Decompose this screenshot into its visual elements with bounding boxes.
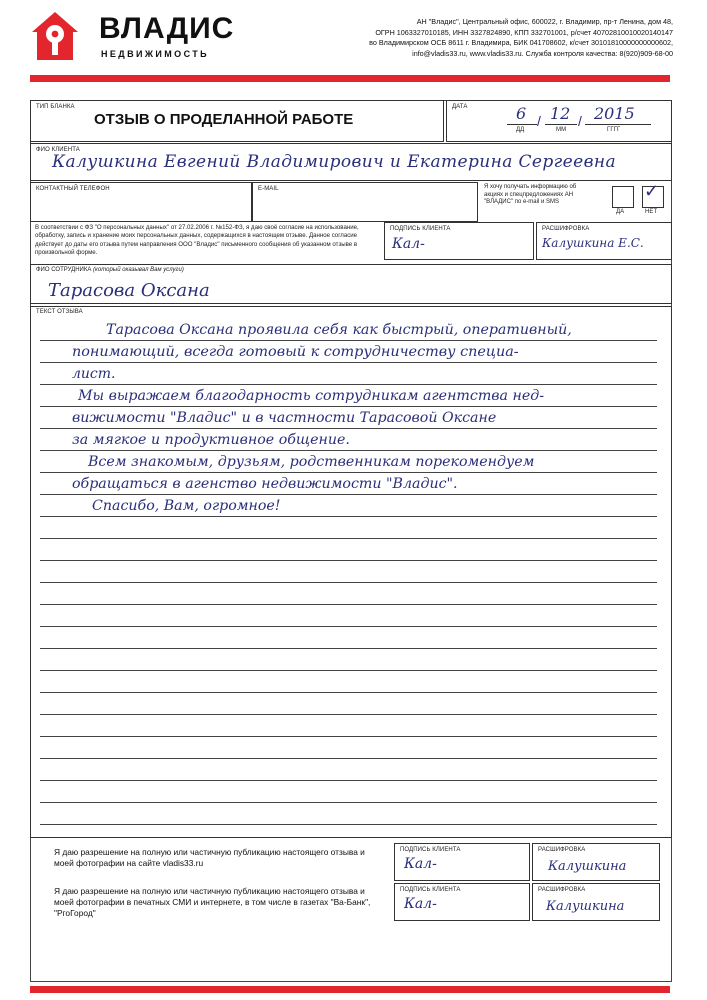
review-line: понимающий, всегда готовый к сотрудничеству специа- xyxy=(72,344,519,360)
review-rule xyxy=(40,692,657,693)
permission-press-decode-label: РАСШИФРОВКА xyxy=(538,887,586,893)
review-rule xyxy=(40,648,657,649)
date-line-month xyxy=(545,124,577,125)
decode-label: РАСШИФРОВКА xyxy=(542,226,590,232)
employee-name: Тарасова Оксана xyxy=(48,280,210,301)
footer-red-bar xyxy=(30,986,670,993)
review-rule xyxy=(40,714,657,715)
company-info-line: info@vladis33.ru, www.vladis33.ru. Служба контроля качества: 8(920)909-68-00 xyxy=(412,48,673,58)
date-sep-2: / xyxy=(578,113,582,129)
logo-house-icon xyxy=(30,10,80,62)
date-sep-1: / xyxy=(537,113,541,129)
review-rule xyxy=(40,362,657,363)
review-rule xyxy=(40,406,657,407)
date-day: 6 xyxy=(516,104,527,123)
review-rule xyxy=(40,670,657,671)
review-rule xyxy=(40,780,657,781)
review-rule xyxy=(40,802,657,803)
sign-label: ПОДПИСЬ КЛИЕНТА xyxy=(390,226,451,232)
review-rule xyxy=(40,626,657,627)
company-info xyxy=(273,17,673,59)
review-line: лист. xyxy=(72,366,116,382)
phone-label: КОНТАКТНЫЙ ТЕЛЕФОН xyxy=(36,186,110,192)
promo-text: Я хочу получать информацию об акциях и спецпредложениях АН "ВЛАДИС" по e-mail и SMS xyxy=(484,184,577,205)
review-line: за мягкое и продуктивное общение. xyxy=(72,432,350,448)
permission-press-text: Я даю разрешение на полную или частичную публикацию настоящего отзыва и моей фотографии в печатных СМИ и интернете, в том числе в газетах "Ва-Банк", "РгоГород" xyxy=(54,886,371,918)
date-year: 2015 xyxy=(594,104,635,123)
review-rule xyxy=(40,516,657,517)
review-line: Тарасова Оксана проявила себя как быстрый, оперативный, xyxy=(106,322,572,338)
review-line: вижимости "Владис" и в частности Тарасовой Оксане xyxy=(72,410,497,426)
client-name: Калушкина Евгений Владимирович и Екатерина Сергеевна xyxy=(52,152,617,172)
review-rule xyxy=(40,472,657,473)
review-rule xyxy=(40,384,657,385)
review-rule xyxy=(40,824,657,825)
permission-site-decode-value: Калушкина xyxy=(548,859,627,874)
review-line: Спасибо, Вам, огромное! xyxy=(92,498,281,514)
permission-site-sign-label: ПОДПИСЬ КЛИЕНТА xyxy=(400,847,461,853)
type-label: ТИП БЛАНКА xyxy=(36,104,75,110)
brand-name: ВЛАДИС xyxy=(99,12,235,45)
employee-label-main: ФИО СОТРУДНИКА xyxy=(36,267,92,273)
company-info-line: во Владимирском ОСБ 8611 г. Владимира, БИК 041708602, к/счет 30101810000000000602, xyxy=(369,38,673,47)
promo-yes-checkbox xyxy=(612,186,634,208)
review-rule xyxy=(40,494,657,495)
company-info-line: ОГРН 1063327010185, ИНН 3327824890, КПП 332701001, р/счет 40702810010020140147 xyxy=(375,27,673,37)
email-box xyxy=(252,182,478,222)
review-rule xyxy=(40,604,657,605)
permission-site-signature: Кал- xyxy=(404,856,437,872)
form-type-title: ОТЗЫВ О ПРОДЕЛАННОЙ РАБОТЕ xyxy=(94,111,354,128)
review-line: Всем знакомым, друзьям, родственникам порекомендуем xyxy=(88,454,535,470)
promo-no-checkmark-icon: ✓ xyxy=(644,181,660,201)
date-month: 12 xyxy=(550,104,571,123)
email-label: E-MAIL xyxy=(258,186,279,192)
header xyxy=(0,0,707,90)
decode-value: Калушкина Е.С. xyxy=(542,236,644,250)
promo-yes-label: ДА xyxy=(616,209,625,215)
client-signature: Кал- xyxy=(392,236,425,252)
promo-no-label: НЕТ xyxy=(645,209,658,215)
employee-label-note: (который оказывал Вам услуги) xyxy=(93,267,184,273)
review-rule xyxy=(40,450,657,451)
permission-site-decode-label: РАСШИФРОВКА xyxy=(538,847,586,853)
brand-tagline: НЕДВИЖИМОСТЬ xyxy=(101,49,210,59)
review-rule xyxy=(40,560,657,561)
review-rule xyxy=(40,736,657,737)
permission-press-decode-value: Калушкина xyxy=(546,899,625,914)
date-label: ДАТА xyxy=(452,104,468,110)
date-year-hint: ГГГГ xyxy=(607,127,621,133)
date-line-year xyxy=(585,124,651,125)
review-line: обращаться в агенство недвижимости "Владис". xyxy=(72,476,458,492)
header-red-bar xyxy=(30,75,670,82)
employee-label xyxy=(36,267,184,273)
review-rule xyxy=(40,340,657,341)
company-info-line: АН "Владис", Центральный офис, 600022, г. Владимир, пр-т Ленина, дом 48, xyxy=(416,17,673,26)
review-line: Мы выражаем благодарность сотрудникам агентства нед- xyxy=(78,388,545,404)
consent-text: В соответствии с ФЗ "О персональных данных" от 27.02.2006 г. №152-ФЗ, я даю своё согласие на использование, обработку, запись и хранение моих персональных данных, содержащихся в настоящем отзыве. Данное согласие действует до даты его отзыва путем направления ООО "Владис" письменного сообщения об указанном отзыве в произвольной форме. xyxy=(35,224,359,256)
review-rule xyxy=(40,758,657,759)
review-label: ТЕКСТ ОТЗЫВА xyxy=(36,309,83,315)
permission-press-sign-label: ПОДПИСЬ КЛИЕНТА xyxy=(400,887,461,893)
date-day-hint: ДД xyxy=(516,127,525,133)
review-rule xyxy=(40,428,657,429)
permission-press-signature: Кал- xyxy=(404,896,437,912)
date-line-day xyxy=(507,124,537,125)
review-rule xyxy=(40,582,657,583)
date-month-hint: ММ xyxy=(556,127,567,133)
review-rule xyxy=(40,538,657,539)
client-label: ФИО КЛИЕНТА xyxy=(36,147,80,153)
permission-site-text: Я даю разрешение на полную или частичную публикацию настоящего отзыва и моей фотографии на сайте vladis33.ru xyxy=(54,847,365,868)
